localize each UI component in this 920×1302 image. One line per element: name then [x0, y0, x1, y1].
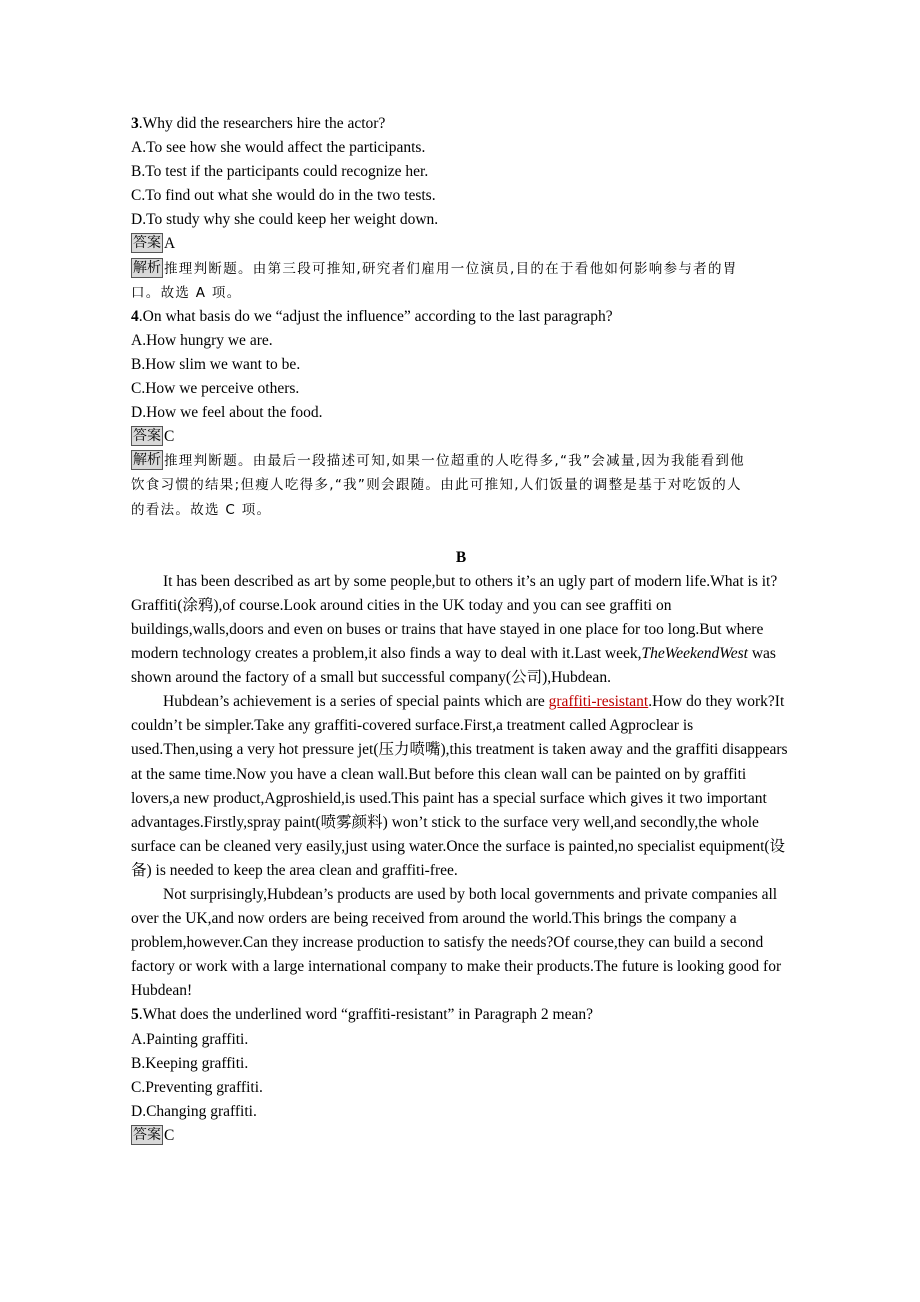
- answer-tag: 答案: [133, 1126, 161, 1143]
- analysis-text: 口。故选 A 项。: [131, 284, 242, 301]
- answer-line: [131, 425, 791, 449]
- option: A.To see how she would affect the participants.: [131, 139, 426, 157]
- question-4-stem: [131, 305, 791, 329]
- analysis-line: [131, 257, 791, 281]
- passage-paragraph-2: [131, 690, 791, 883]
- paragraph-text: It has been described as art by some people,but to others it’s an ugly part of modern life.What is it?Graffiti(涂鸦),of course.Look around cities in the UK today and you can see graffiti on buildings,walls,doors and even on buses or trains that have stayed in one place for too long.But where modern technology creates a problem,it also finds a way to deal with it.Last week,: [131, 572, 778, 663]
- paragraph-text: .How do they work?It couldn’t be simpler.Take any graffiti-covered surface.First,a treatment called Agproclear is used.Then,using a very hot pressure jet(压力喷嘴),this treatment is taken away and the graffiti disappears at the same time.Now you have a clean wall.But before this clean wall can be painted on by graffiti lovers,a new product,Agproshield,is used.This paint has a special surface which gives it two important advantages.Firstly,spray paint(喷雾颜料) won’t stick to the surface very well,and secondly,the whole surface can be cleaned very easily,just using water.Once the surface is painted,no specialist equipment(设备) is needed to keep the area clean and graffiti-free.: [131, 693, 788, 879]
- answer-value: C: [164, 428, 175, 446]
- spacer: [131, 522, 791, 546]
- analysis-text: 饮食习惯的结果;但瘦人吃得多,“我”则会跟随。由此可推知,人们饭量的调整是基于对吃饭的人: [131, 477, 742, 494]
- question-text: .Why did the researchers hire the actor?: [138, 115, 386, 132]
- option: D.To study why she could keep her weight down.: [131, 211, 439, 229]
- answer-value: C: [164, 1126, 175, 1144]
- question-text: .What does the underlined word “graffiti-resistant” in Paragraph 2 mean?: [138, 1006, 593, 1024]
- analysis-tag: 解析: [133, 452, 161, 469]
- option: A.Painting graffiti.: [131, 1030, 249, 1048]
- option: B.How slim we want to be.: [131, 355, 301, 373]
- answer-tag: 答案: [133, 235, 161, 252]
- option: C.Preventing graffiti.: [131, 1078, 263, 1096]
- publication-name: TheWeekendWest: [641, 645, 748, 663]
- paragraph-text: was shown around the factory of a small but successful company(公司),Hubdean.: [131, 645, 776, 687]
- analysis-line: [131, 449, 791, 473]
- option: D.How we feel about the food.: [131, 404, 323, 422]
- analysis-text: 推理判断题。由第三段可推知,研究者们雇用一位演员,目的在于看他如何影响参与者的胃: [164, 260, 738, 277]
- answer-line: [131, 1124, 791, 1148]
- option: B.To test if the participants could recognize her.: [131, 163, 429, 181]
- option: C.To find out what she would do in the two tests.: [131, 187, 436, 205]
- underlined-word: graffiti-resistant: [548, 693, 649, 711]
- option: A.How hungry we are.: [131, 331, 273, 349]
- question-5-stem: [131, 1003, 791, 1027]
- question-number: 4: [131, 307, 139, 325]
- question-text: .On what basis do we “adjust the influence” according to the last paragraph?: [138, 307, 613, 325]
- question-number: 3: [131, 115, 139, 132]
- question-3-stem: [131, 112, 791, 136]
- question-number: 5: [131, 1006, 139, 1024]
- answer-value: A: [164, 235, 176, 253]
- option: B.Keeping graffiti.: [131, 1054, 249, 1072]
- analysis-text: 的看法。故选 C 项。: [131, 501, 272, 518]
- analysis-tag: 解析: [133, 259, 161, 276]
- answer-tag: 答案: [133, 428, 161, 445]
- document-page: [131, 112, 791, 1148]
- option: C.How we perceive others.: [131, 380, 300, 398]
- passage-paragraph-3: Not surprisingly,Hubdean’s products are used by both local governments and private companies all over the UK,and now orders are being received from around the world.This brings the company a problem,however.Can they increase production to satisfy the needs?Of course,they can build a second factory or work with a large international company to make their products.The future is looking good for Hubdean!: [131, 886, 782, 1000]
- option: D.Changing graffiti.: [131, 1102, 257, 1120]
- passage-paragraph-1: [131, 570, 791, 690]
- answer-line: [131, 232, 791, 256]
- section-title: B: [455, 548, 467, 566]
- paragraph-text: Hubdean’s achievement is a series of special paints which are: [163, 693, 549, 711]
- analysis-text: 推理判断题。由最后一段描述可知,如果一位超重的人吃得多,“我”会减量,因为我能看到他: [164, 453, 745, 470]
